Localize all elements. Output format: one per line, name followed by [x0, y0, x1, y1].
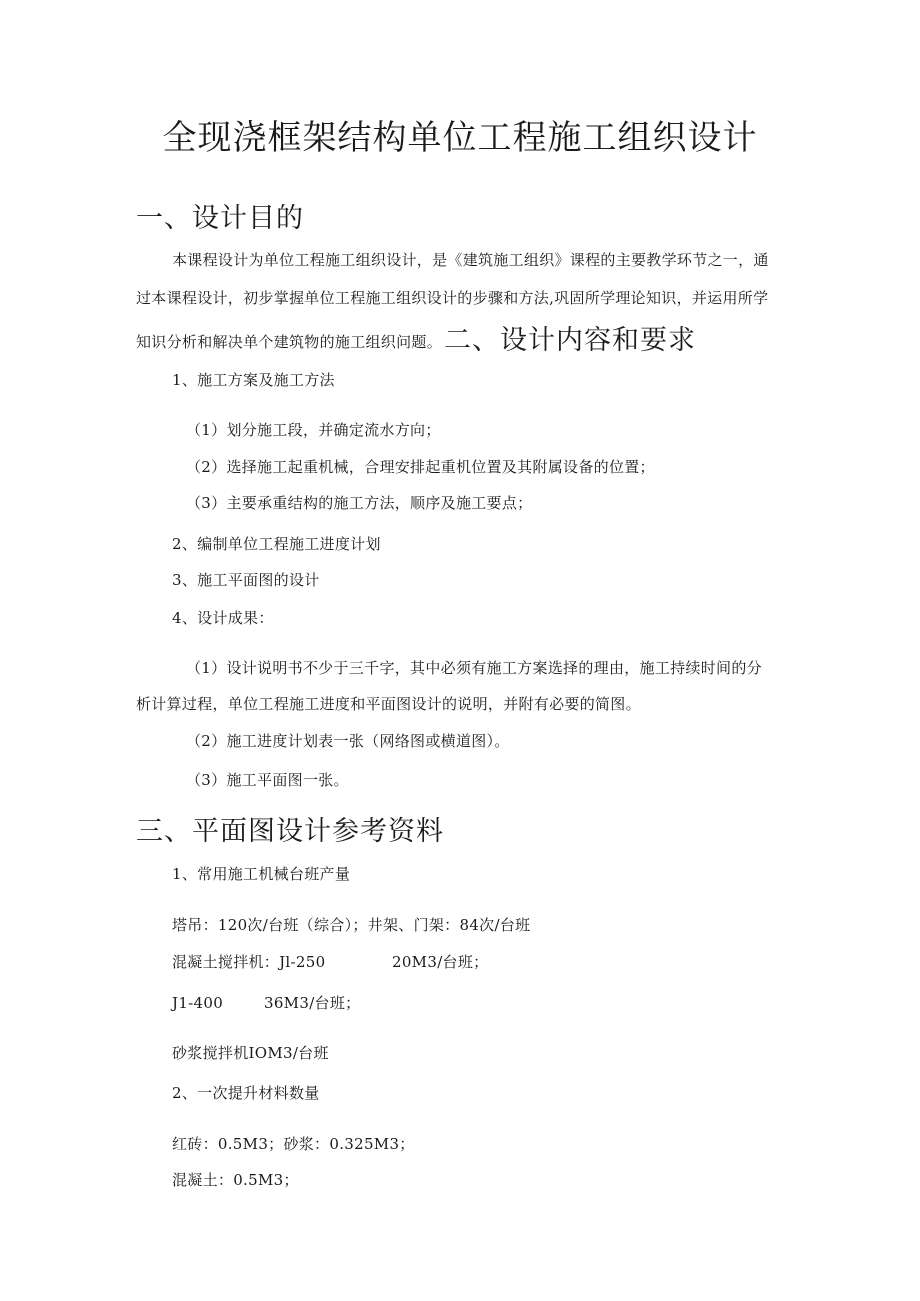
list-item: 4、设计成果：: [172, 609, 274, 627]
sub-list-item: （1）划分施工段，并确定流水方向；: [186, 421, 441, 439]
section-heading-reference: 三、平面图设计参考资料: [136, 816, 444, 847]
sub-list-item: （3）主要承重结构的施工方法，顺序及施工要点；: [186, 494, 533, 512]
sub-list-item: （2）施工进度计划表一张（网络图或横道图）。: [186, 732, 510, 750]
paragraph-line-text: 知识分析和解决单个建筑物的施工组织问题。: [136, 333, 443, 351]
paragraph-line-with-heading: [136, 325, 697, 356]
data-line-label: 混凝土搅拌机：Jl-250: [172, 953, 326, 971]
list-item: 2、一次提升材料数量: [172, 1084, 320, 1102]
paragraph-line: 本课程设计为单位工程施工组织设计，是《建筑施工组织》课程的主要教学环节之一，通: [172, 251, 769, 269]
list-item: 1、常用施工机械台班产量: [172, 865, 351, 883]
sub-list-item: （3）施工平面图一张。: [186, 771, 349, 789]
data-line: 砂浆搅拌机IOM3/台班: [172, 1044, 329, 1062]
data-line: 混凝土：0.5M3；: [172, 1171, 299, 1189]
list-item: 3、施工平面图的设计: [172, 571, 320, 589]
section-heading-design-content: 二、设计内容和要求: [444, 325, 697, 356]
data-line-value: 36M3/台班；: [264, 994, 361, 1012]
data-line-value: 20M3/台班；: [392, 953, 489, 971]
sub-list-item: （2）选择施工起重机械，合理安排起重机位置及其附属设备的位置；: [186, 458, 655, 476]
list-item: 1、施工方案及施工方法: [172, 371, 335, 389]
data-line: 红砖：0.5M3；砂浆：0.325M3；: [172, 1135, 415, 1153]
section-heading-design-purpose: 一、设计目的: [136, 203, 304, 234]
paragraph-line: 过本课程设计，初步掌握单位工程施工组织设计的步骤和方法,巩固所学理论知识，并运用所学: [136, 289, 769, 307]
document-title: 全现浇框架结构单位工程施工组织设计: [162, 118, 758, 158]
list-item: 2、编制单位工程施工进度计划: [172, 535, 381, 553]
sub-list-item: （1）设计说明书不少于三千字，其中必须有施工方案选择的理由，施工持续时间的分: [186, 659, 762, 677]
sub-list-item-continuation: 析计算过程，单位工程施工进度和平面图设计的说明，并附有必要的简图。: [136, 695, 641, 713]
data-line: 塔吊：120次/台班（综合）；井架、门架：84次/台班: [172, 916, 531, 934]
data-line-label: J1-400: [172, 994, 224, 1012]
